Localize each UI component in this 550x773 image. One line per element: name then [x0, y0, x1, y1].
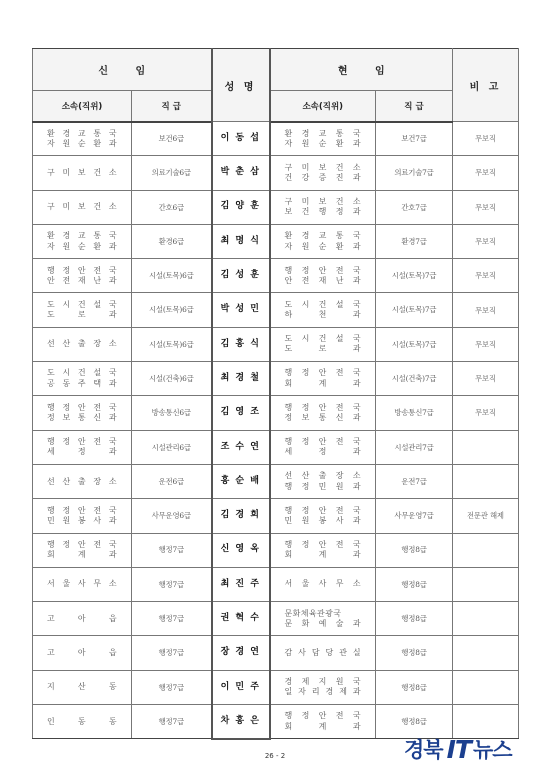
org-line: 서 울 사 무 소: [47, 579, 117, 589]
note-cell: [453, 567, 519, 601]
note-header: 비 고: [453, 49, 519, 122]
current-grade-cell: 사무운영7급: [376, 499, 453, 533]
org-line: 선 산 출 장 소: [47, 339, 117, 349]
org-line: 도 로 과: [47, 310, 117, 320]
org-line: 서 울 사 무 소: [284, 579, 361, 589]
current-grade-cell: 보건7급: [376, 122, 453, 156]
current-org-cell: [270, 499, 376, 533]
current-org-cell: [270, 327, 376, 361]
org-line: 구 미 보 건 소: [284, 197, 361, 206]
org-line: 하 천 과: [284, 310, 361, 320]
table-row: [33, 293, 519, 327]
note-cell: 무보직: [453, 362, 519, 396]
person-name-cell: 김 홍 식: [212, 327, 270, 361]
new-org-cell: [33, 396, 132, 430]
new-grade-cell: 의료기술6급: [132, 156, 212, 190]
org-line: 선 산 출 장 소: [284, 471, 361, 481]
current-grade-cell: 의료기술7급: [376, 156, 453, 190]
current-org-header: 소속(직위): [270, 91, 376, 122]
current-grade-cell: 행정8급: [376, 567, 453, 601]
current-org-cell: [270, 156, 376, 190]
new-grade-cell: 행정7급: [132, 533, 212, 567]
new-org-cell: [33, 293, 132, 327]
org-line: 회 계 과: [284, 721, 361, 731]
current-grade-cell: 행정8급: [376, 670, 453, 704]
new-grade-cell: 사무운영6급: [132, 499, 212, 533]
person-name-cell: 홍 순 배: [212, 464, 270, 498]
current-org-cell: [270, 396, 376, 430]
org-line: 고 아 읍: [47, 613, 117, 623]
table-row: [33, 636, 519, 670]
table-row: [33, 670, 519, 704]
new-assignment-header: 신 임: [33, 49, 212, 91]
note-cell: 무보직: [453, 122, 519, 156]
org-line: 지 산 동: [47, 682, 117, 692]
org-line: 자 원 순 환 과: [47, 138, 117, 148]
note-cell: 무보직: [453, 259, 519, 293]
current-grade-cell: 시설(토목)7급: [376, 293, 453, 327]
person-name-cell: 차 홍 은: [212, 705, 270, 739]
org-line: 행 정 안 전 국: [47, 505, 117, 515]
org-line: 행 정 안 전 국: [284, 505, 361, 515]
note-cell: 무보직: [453, 156, 519, 190]
org-line: 정 보 통 신 과: [284, 413, 361, 423]
current-grade-cell: 시설(건축)7급: [376, 362, 453, 396]
org-line: 민 원 봉 사 과: [47, 515, 117, 525]
table-row: [33, 156, 519, 190]
person-name-cell: 최 경 철: [212, 362, 270, 396]
new-grade-cell: 행정7급: [132, 636, 212, 670]
org-line: 행 정 안 전 국: [284, 368, 361, 378]
person-name-cell: 김 양 훈: [212, 190, 270, 224]
table-header-row-2: [33, 91, 519, 122]
new-grade-cell: 환경6급: [132, 224, 212, 258]
org-line: 건 강 증 진 과: [284, 172, 361, 182]
new-grade-cell: 행정7급: [132, 670, 212, 704]
org-line: 경 제 지 원 국: [284, 677, 361, 687]
org-line: 정 보 통 신 과: [47, 413, 117, 423]
new-grade-cell: 시설관리6급: [132, 430, 212, 464]
org-line: 환 경 교 통 국: [47, 128, 117, 138]
personnel-table-sheet: [32, 48, 518, 740]
org-line: 행 정 안 전 국: [47, 265, 117, 275]
new-org-cell: [33, 327, 132, 361]
org-line: 선 산 출 장 소: [47, 476, 117, 486]
person-name-cell: 박 성 민: [212, 293, 270, 327]
person-name-cell: 김 영 조: [212, 396, 270, 430]
note-cell: [453, 533, 519, 567]
org-line: 환 경 교 통 국: [284, 231, 361, 241]
org-line: 안 전 재 난 과: [284, 275, 361, 285]
note-cell: 무보직: [453, 327, 519, 361]
person-name-cell: 박 춘 삼: [212, 156, 270, 190]
current-grade-cell: 간호7급: [376, 190, 453, 224]
new-grade-cell: 보건6급: [132, 122, 212, 156]
new-org-cell: [33, 362, 132, 396]
org-line: 환 경 교 통 국: [284, 128, 361, 138]
new-org-cell: [33, 533, 132, 567]
org-line: 구 미 보 건 소: [284, 162, 361, 172]
current-grade-header: 직 급: [376, 91, 453, 122]
note-cell: 무보직: [453, 396, 519, 430]
table-header-row-1: [33, 49, 519, 91]
org-line: 행 정 안 전 국: [47, 437, 117, 447]
new-org-cell: [33, 602, 132, 636]
current-org-cell: [270, 122, 376, 156]
new-org-cell: [33, 156, 132, 190]
new-org-header: 소속(직위): [33, 91, 132, 122]
new-org-cell: [33, 224, 132, 258]
note-cell: 전문관 해제: [453, 499, 519, 533]
current-grade-cell: 시설(토목)7급: [376, 259, 453, 293]
current-org-cell: [270, 464, 376, 498]
current-assignment-header: 현 임: [270, 49, 453, 91]
current-grade-cell: 행정8급: [376, 533, 453, 567]
new-grade-header: 직 급: [132, 91, 212, 122]
org-line: 회 계 과: [284, 550, 361, 560]
current-org-cell: [270, 430, 376, 464]
logo-text-it: IT: [446, 734, 471, 764]
table-body: [33, 122, 519, 739]
note-cell: [453, 464, 519, 498]
table-row: [33, 430, 519, 464]
org-line: 행 정 안 전 국: [47, 539, 117, 549]
current-grade-cell: 행정8급: [376, 636, 453, 670]
current-grade-cell: 시설관리7급: [376, 430, 453, 464]
table-row: [33, 190, 519, 224]
current-grade-cell: 시설(토목)7급: [376, 327, 453, 361]
new-org-cell: [33, 122, 132, 156]
org-line: 민 원 봉 사 과: [284, 515, 361, 525]
org-line: 행 정 안 전 국: [284, 539, 361, 549]
current-org-cell: [270, 259, 376, 293]
new-org-cell: [33, 567, 132, 601]
new-grade-cell: 행정7급: [132, 705, 212, 739]
note-cell: [453, 602, 519, 636]
current-grade-cell: 방송통신7급: [376, 396, 453, 430]
person-name-cell: 최 진 주: [212, 567, 270, 601]
current-org-cell: [270, 533, 376, 567]
org-line: 행 정 안 전 국: [284, 711, 361, 721]
org-line: 인 동 동: [47, 716, 117, 726]
org-line: 문화체육관광국: [284, 608, 342, 618]
table-row: [33, 362, 519, 396]
table-row: [33, 224, 519, 258]
current-org-cell: [270, 705, 376, 739]
logo-text-news: 뉴스: [472, 738, 512, 762]
current-grade-cell: 환경7급: [376, 224, 453, 258]
org-line: 안 전 재 난 과: [47, 275, 117, 285]
org-line: 환 경 교 통 국: [47, 231, 117, 241]
new-org-cell: [33, 670, 132, 704]
org-line: 세 정 과: [284, 447, 361, 457]
new-org-cell: [33, 259, 132, 293]
org-line: 행 정 안 전 국: [284, 402, 361, 412]
org-line: 감 사 담 당 관 실: [284, 647, 361, 657]
current-grade-cell: 행정8급: [376, 705, 453, 739]
table-row: [33, 533, 519, 567]
person-name-cell: 김 경 희: [212, 499, 270, 533]
person-name-cell: 권 혁 수: [212, 602, 270, 636]
new-org-cell: [33, 705, 132, 739]
org-line: 행 정 안 전 국: [284, 265, 361, 275]
note-cell: 무보직: [453, 293, 519, 327]
table-row: [33, 602, 519, 636]
table-row: [33, 567, 519, 601]
person-name-cell: 이 동 섭: [212, 122, 270, 156]
current-org-cell: [270, 567, 376, 601]
org-line: 도 시 건 설 국: [47, 368, 117, 378]
person-name-cell: 장 경 연: [212, 636, 270, 670]
name-header: 성 명: [212, 49, 270, 122]
new-grade-cell: 시설(건축)6급: [132, 362, 212, 396]
note-cell: 무보직: [453, 224, 519, 258]
current-grade-cell: 운전7급: [376, 464, 453, 498]
new-grade-cell: 행정7급: [132, 602, 212, 636]
org-line: 행 정 민 원 과: [284, 481, 361, 491]
current-org-cell: [270, 670, 376, 704]
org-line: 도 시 건 설 국: [47, 299, 117, 309]
new-grade-cell: 시설(토목)6급: [132, 293, 212, 327]
note-cell: [453, 430, 519, 464]
new-grade-cell: 행정7급: [132, 567, 212, 601]
table-row: [33, 122, 519, 156]
table-row: [33, 464, 519, 498]
new-grade-cell: 시설(토목)6급: [132, 259, 212, 293]
org-line: 세 정 과: [47, 447, 117, 457]
org-line: 회 계 과: [284, 378, 361, 388]
table-row: [33, 499, 519, 533]
org-line: 회 계 과: [47, 550, 117, 560]
new-grade-cell: 운전6급: [132, 464, 212, 498]
current-org-cell: [270, 190, 376, 224]
person-name-cell: 조 수 연: [212, 430, 270, 464]
new-grade-cell: 방송통신6급: [132, 396, 212, 430]
org-line: 구 미 보 건 소: [47, 167, 117, 177]
new-grade-cell: 시설(토목)6급: [132, 327, 212, 361]
org-line: 행 정 안 전 국: [284, 437, 361, 447]
gbit-news-logo: [404, 734, 512, 764]
person-name-cell: 신 영 옥: [212, 533, 270, 567]
current-org-cell: [270, 293, 376, 327]
person-name-cell: 최 명 식: [212, 224, 270, 258]
current-org-cell: [270, 602, 376, 636]
person-name-cell: 김 성 훈: [212, 259, 270, 293]
org-line: 일 자 리 경 제 과: [284, 687, 361, 697]
current-grade-cell: 행정8급: [376, 602, 453, 636]
page-number: 26 - 2: [264, 752, 286, 760]
new-org-cell: [33, 190, 132, 224]
new-org-cell: [33, 464, 132, 498]
org-line: 행 정 안 전 국: [47, 402, 117, 412]
personnel-table: [32, 48, 519, 740]
new-grade-cell: 간호6급: [132, 190, 212, 224]
org-line: 자 원 순 환 과: [284, 138, 361, 148]
org-line: 도 로 과: [284, 344, 361, 354]
org-line: 자 원 순 환 과: [47, 241, 117, 251]
current-org-cell: [270, 362, 376, 396]
org-line: 공 동 주 택 과: [47, 378, 117, 388]
note-cell: 무보직: [453, 190, 519, 224]
org-line: 문 화 예 술 과: [284, 618, 361, 628]
org-line: 도 시 건 설 국: [284, 299, 361, 309]
org-line: 고 아 읍: [47, 647, 117, 657]
note-cell: [453, 636, 519, 670]
current-org-cell: [270, 224, 376, 258]
current-org-cell: [270, 636, 376, 670]
table-row: [33, 396, 519, 430]
person-name-cell: 이 민 주: [212, 670, 270, 704]
logo-text-gyeongbuk: 경북: [404, 738, 443, 762]
new-org-cell: [33, 430, 132, 464]
table-row: [33, 259, 519, 293]
org-line: 보 건 행 정 과: [284, 207, 361, 217]
org-line: 구 미 보 건 소: [47, 202, 117, 212]
note-cell: [453, 670, 519, 704]
new-org-cell: [33, 636, 132, 670]
org-line: 도 시 건 설 국: [284, 334, 361, 344]
table-row: [33, 327, 519, 361]
org-line: 자 원 순 환 과: [284, 241, 361, 251]
new-org-cell: [33, 499, 132, 533]
